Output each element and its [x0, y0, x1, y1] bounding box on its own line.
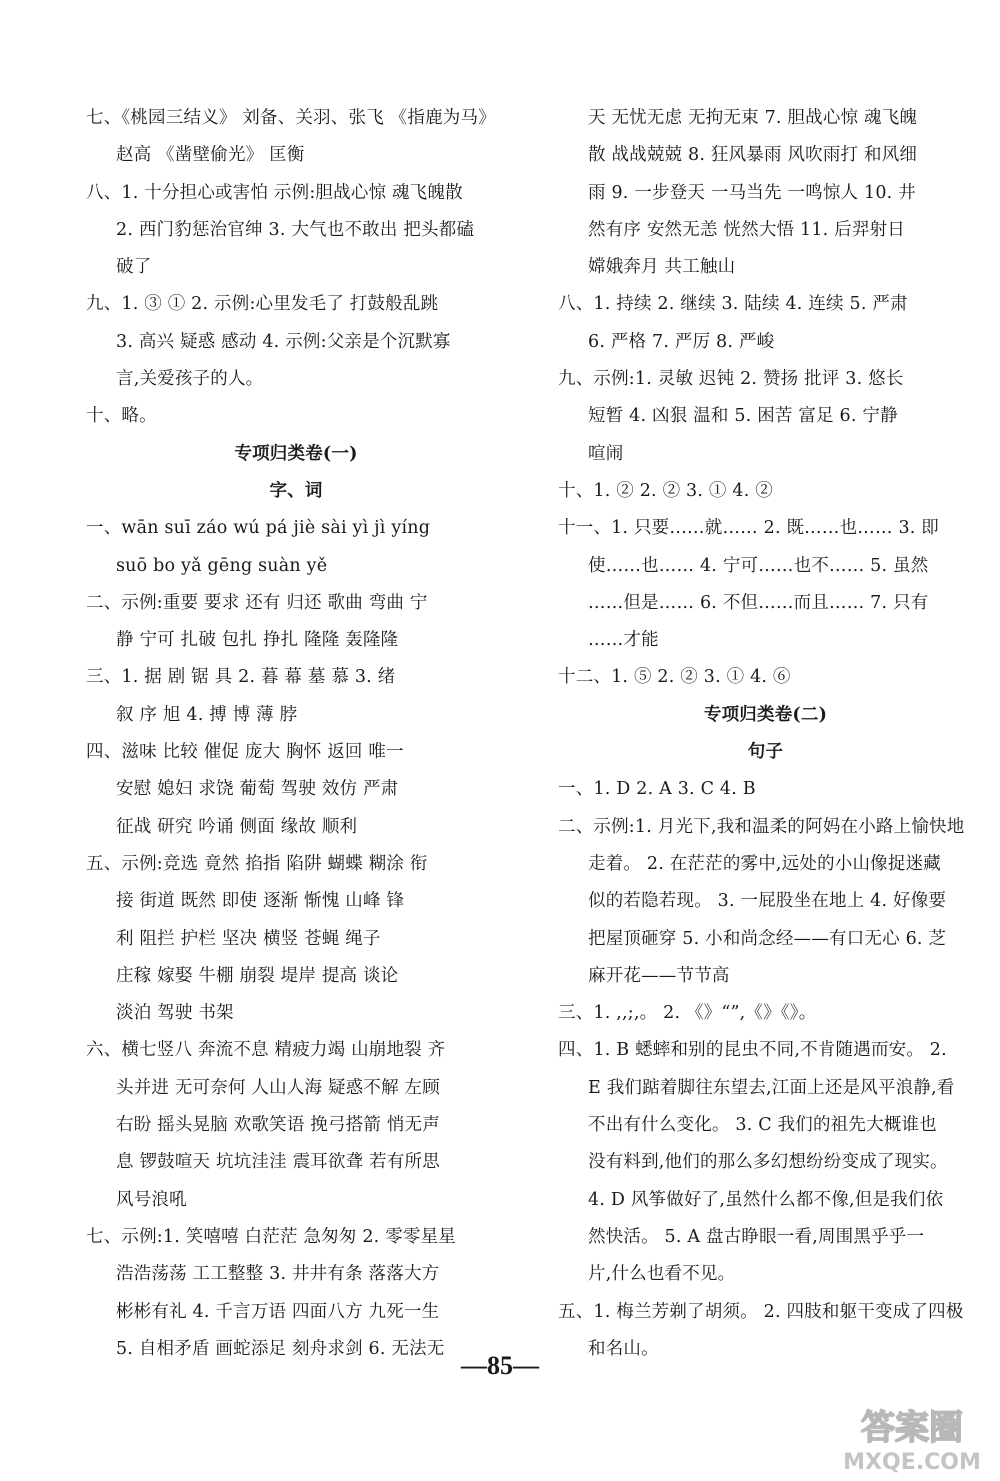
- answer-line: 九、1. ③ ① 2. 示例:心里发毛了 打鼓般乱跳: [86, 294, 439, 315]
- answer-line: 十一、1. 只要……就…… 2. 既……也…… 3. 即: [558, 518, 940, 539]
- answer-line: 七、《桃园三结义》 刘备、关羽、张飞 《指鹿为马》: [86, 108, 496, 128]
- answer-line: 五、示例:竞选 竟然 掐指 陷阱 蝴蝶 糊涂 衔: [86, 853, 428, 874]
- answer-line: 二、示例:1. 月光下,我和温柔的阿妈在小路上愉快地: [558, 816, 965, 837]
- page-number: —85—: [461, 1351, 539, 1380]
- answer-line: 散 战战兢兢 8. 狂风暴雨 风吹雨打 和风细: [588, 145, 918, 166]
- answer-line: 八、1. 持续 2. 继续 3. 陆续 4. 连续 5. 严肃: [558, 294, 908, 315]
- answer-line: 片,什么也看不见。: [588, 1264, 736, 1285]
- answer-line: 头并进 无可奈何 人山人海 疑惑不解 左顾: [116, 1077, 440, 1098]
- answer-line: 3. 高兴 疑惑 感动 4. 示例:父亲是个沉默寡: [116, 331, 451, 352]
- right-column: [558, 100, 973, 1368]
- section-heading: 专项归类卷(二): [703, 704, 828, 725]
- answer-line: 十、略。: [86, 406, 157, 427]
- answer-line: 十、1. ② 2. ② 3. ① 4. ②: [558, 480, 773, 501]
- answer-line: 使……也…… 4. 宁可……也不…… 5. 虽然: [588, 555, 929, 576]
- answer-line: 似的若隐若现。 3. 一屁股坐在地上 4. 好像要: [588, 891, 947, 912]
- answer-line: 四、滋味 比较 催促 庞大 胸怀 返回 唯一: [86, 742, 404, 763]
- answer-line: 安慰 媳妇 求饶 葡萄 驾驶 效仿 严肃: [116, 779, 399, 800]
- section-heading: 句子: [747, 742, 784, 763]
- answer-line: 风号浪吼: [116, 1189, 187, 1210]
- answer-line: 三、1. 据 剧 锯 具 2. 暮 幕 墓 慕 3. 绪: [86, 667, 396, 688]
- answer-line: 6. 严格 7. 严厉 8. 严峻: [588, 331, 775, 352]
- answer-line: 征战 研究 吟诵 侧面 缘故 顺利: [116, 816, 358, 837]
- answer-line: 右盼 摇头晃脑 欢歌笑语 挽弓搭箭 悄无声: [116, 1115, 440, 1136]
- answer-line: 淡泊 驾驶 书架: [116, 1003, 234, 1024]
- answer-line: 一、1. D 2. A 3. C 4. B: [558, 779, 756, 800]
- answer-line: 雨 9. 一步登天 一马当先 一鸣惊人 10. 井: [588, 182, 916, 203]
- answer-line: 一、wān suī záo wú pá jiè sài yì jì yíng: [86, 518, 431, 539]
- answer-line: 二、示例:重要 要求 还有 归还 歌曲 弯曲 宁: [86, 592, 428, 613]
- answer-line: 七、示例:1. 笑嘻嘻 白茫茫 急匆匆 2. 零零星星: [86, 1226, 457, 1247]
- answer-line: 不出有什么变化。 3. C 我们的祖先大概谁也: [588, 1115, 937, 1136]
- answer-line: 5. 自相矛盾 画蛇添足 刻舟求剑 6. 无法无: [116, 1338, 445, 1359]
- answer-line: E 我们踮着脚往东望去,江面上还是风平浪静,看: [588, 1077, 955, 1098]
- answer-line: suō bo yǎ gēng suàn yě: [116, 555, 328, 576]
- answer-line: 4. D 风筝做好了,虽然什么都不像,但是我们依: [588, 1189, 944, 1210]
- left-column: [86, 100, 506, 1368]
- watermark-domain: MXQE.COM: [843, 1450, 981, 1475]
- answer-line: 2. 西门豹惩治官绅 3. 大气也不敢出 把头都磕: [116, 219, 475, 240]
- answer-line: 息 锣鼓喧天 坑坑洼洼 震耳欲聋 若有所思: [116, 1152, 440, 1173]
- section-heading: 专项归类卷(一): [234, 443, 358, 464]
- answer-line: 浩浩荡荡 工工整整 3. 井井有条 落落大方: [116, 1264, 440, 1285]
- watermark-logo: [830, 1403, 995, 1475]
- answer-line: 八、1. 十分担心或害怕 示例:胆战心惊 魂飞魄散: [86, 182, 463, 203]
- answer-line: 走着。 2. 在茫茫的雾中,远处的小山像捉迷藏: [588, 853, 941, 874]
- answer-line: 静 宁可 扎破 包扎 挣扎 隆隆 轰隆隆: [116, 630, 399, 651]
- answer-line: 赵高 《凿壁偷光》 匡衡: [116, 145, 305, 166]
- answer-line: ……但是…… 6. 不但……而且…… 7. 只有: [588, 592, 929, 613]
- answer-line: 短暂 4. 凶狠 温和 5. 困苦 富足 6. 宁静: [588, 406, 898, 427]
- answer-line: 庄稼 嫁娶 牛棚 崩裂 堤岸 提高 谈论: [116, 965, 399, 986]
- answer-line: 然快活。 5. A 盘古睁眼一看,周围黑乎乎一: [588, 1226, 925, 1247]
- answer-line: 然有序 安然无恙 恍然大悟 11. 后羿射日: [588, 219, 905, 240]
- answer-line: 喧闹: [588, 443, 624, 464]
- answer-line: 三、1. ,,;,。 2. 《》“”,《》《》。: [558, 1003, 817, 1024]
- answer-line: 利 阻拦 护栏 坚决 横竖 苍蝇 绳子: [116, 928, 381, 949]
- answer-line: 接 街道 既然 即使 逐渐 惭愧 山峰 锋: [116, 891, 405, 912]
- answer-line: 把屋顶砸穿 5. 小和尚念经——有口无心 6. 芝: [588, 928, 947, 949]
- answer-line: 六、横七竖八 奔流不息 精疲力竭 山崩地裂 齐: [86, 1040, 446, 1061]
- answer-line: 言,关爱孩子的人。: [116, 369, 264, 390]
- answer-line: 天 无忧无虑 无拘无束 7. 胆战心惊 魂飞魄: [588, 108, 918, 128]
- answer-line: 麻开花——节节高: [588, 965, 730, 986]
- section-heading: 字、词: [269, 480, 323, 501]
- answer-line: 叙 序 旭 4. 搏 博 薄 脖: [116, 704, 298, 725]
- watermark-title: 答案圈: [861, 1408, 963, 1448]
- answer-line: 四、1. B 蟋蟀和别的昆虫不同,不肯随遇而安。 2.: [558, 1040, 947, 1061]
- answer-line: 嫦娥奔月 共工触山: [588, 257, 736, 278]
- answer-line: 十二、1. ⑤ 2. ② 3. ① 4. ⑥: [558, 667, 791, 688]
- answer-line: 和名山。: [588, 1338, 659, 1359]
- answer-line: 五、1. 梅兰芳剃了胡须。 2. 四肢和躯干变成了四极: [558, 1301, 964, 1322]
- answer-line: 九、示例:1. 灵敏 迟钝 2. 赞扬 批评 3. 悠长: [558, 369, 904, 390]
- answer-line: 没有料到,他们的那么多幻想纷纷变成了现实。: [588, 1152, 948, 1173]
- answer-line: ……才能: [588, 630, 659, 651]
- answer-line: 彬彬有礼 4. 千言万语 四面八方 九死一生: [116, 1301, 440, 1322]
- answer-line: 破了: [116, 257, 152, 278]
